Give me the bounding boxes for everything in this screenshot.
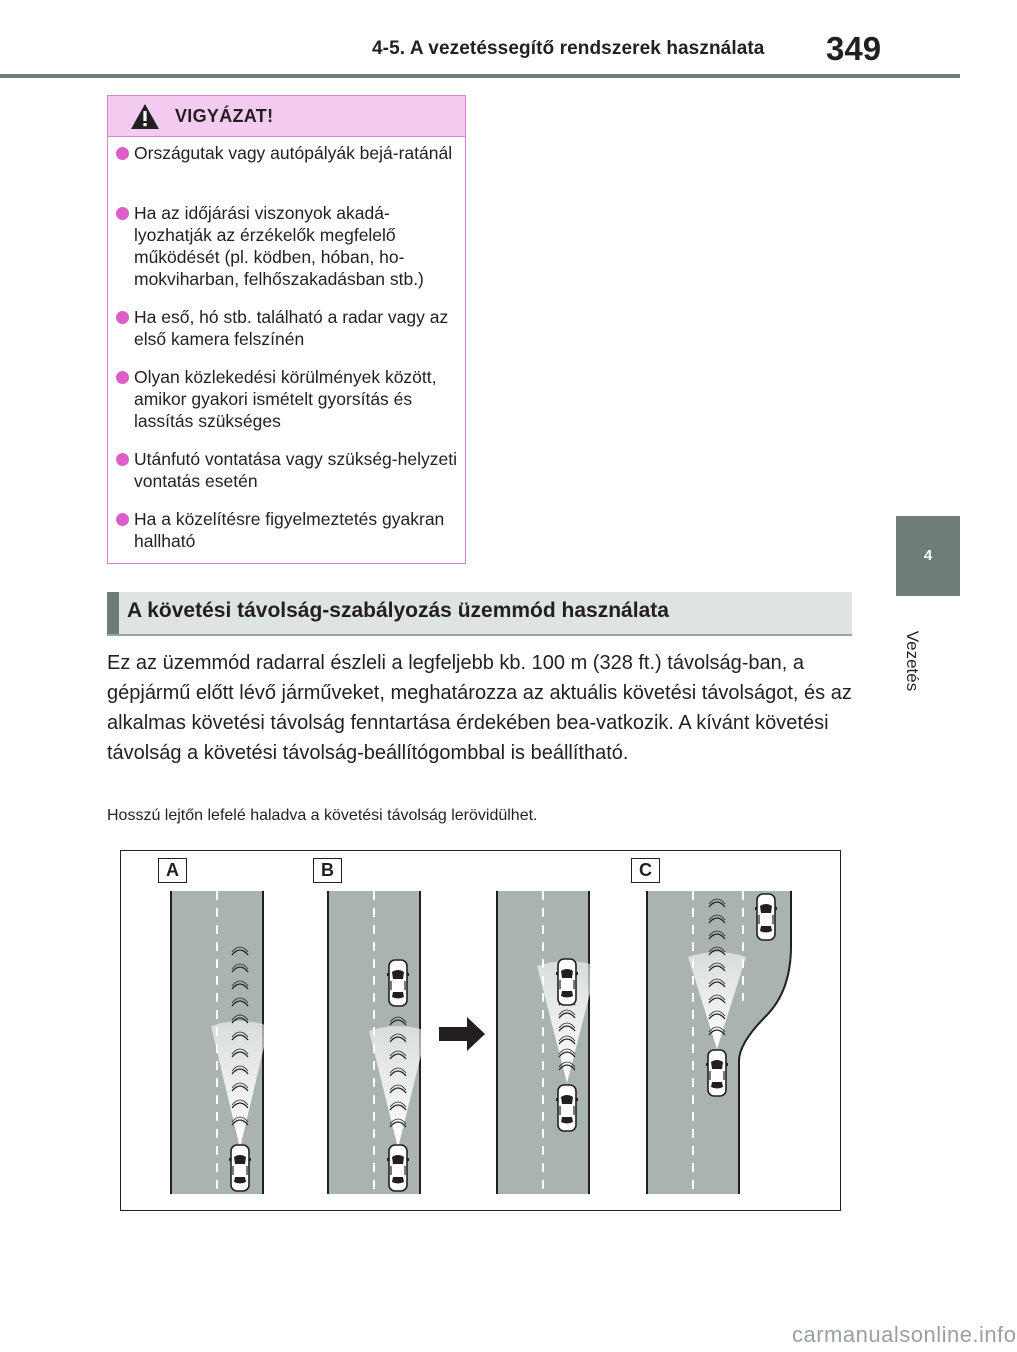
road-b-before (328, 891, 427, 1194)
road-c (647, 891, 791, 1194)
note-paragraph: Hosszú lejtőn lefelé haladva a követési távolság lerövidülhet. (107, 807, 538, 824)
chapter-number: 4 (923, 547, 933, 564)
road-b-after (497, 891, 597, 1194)
section-heading (107, 592, 852, 636)
page-number: 349 (826, 30, 882, 67)
figure-label-a: A (158, 858, 187, 883)
transition-arrow-icon (439, 1017, 485, 1051)
illustration (120, 850, 841, 1211)
bullet-icon (116, 513, 129, 526)
chapter-tab[interactable] (896, 516, 960, 596)
bullet-icon (116, 371, 129, 384)
warning-title: VIGYÁZAT! (175, 106, 274, 126)
bullet-icon (116, 453, 129, 466)
body-paragraph: Ez az üzemmód radarral észleli a legfeljebb kb. 100 m (328 ft.) távolság-ban, a gépjármű előtt lévő járműveket, meghatározza az aktuális követési távolságot, és az alkalmas követési távolság fenntartása érdekében bea-vatkozik. A kívánt követési távolság a követési távolság-beállítógombbal is beállítható. (107, 652, 852, 764)
figure-label-c: C (631, 858, 660, 883)
bullet-icon (116, 207, 129, 220)
section-title: A követési távolság-szabályozás üzemmód használata (127, 599, 669, 622)
header-rule (0, 74, 960, 78)
chapter-label: Vezetés (903, 630, 922, 692)
warning-box: VIGYÁZAT! Országutak vagy autópályák bejá-ratánál Ha az időjárási viszonyok akadá-lyozhatják az érzékelők megfelelő működését (pl. ködben, hóban, ho-mokviharban, felhőszakadásban stb.) Ha eső, hó stb. található a radar vagy az első kamera felszínén Olyan közlekedési körülmények között, amikor gyakori ismételt gyorsítás és lassítás szükséges Utánfutó vontatása vagy szükség-helyzeti vontatás esetén Ha a közelítésre figyelmeztetés gyakran hallható (107, 95, 466, 564)
warning-triangle-icon (130, 103, 160, 130)
warning-header (108, 96, 465, 137)
figure-label-b: B (313, 858, 342, 883)
header-title: 4-5. A vezetéssegítő rendszerek használata (372, 38, 765, 59)
watermark: carmanualsonline.info (792, 1322, 1017, 1347)
bullet-icon (116, 311, 129, 324)
following-distance-diagram (121, 851, 840, 1210)
section-accent (107, 592, 119, 634)
road-a (171, 891, 269, 1194)
bullet-icon (116, 147, 129, 160)
